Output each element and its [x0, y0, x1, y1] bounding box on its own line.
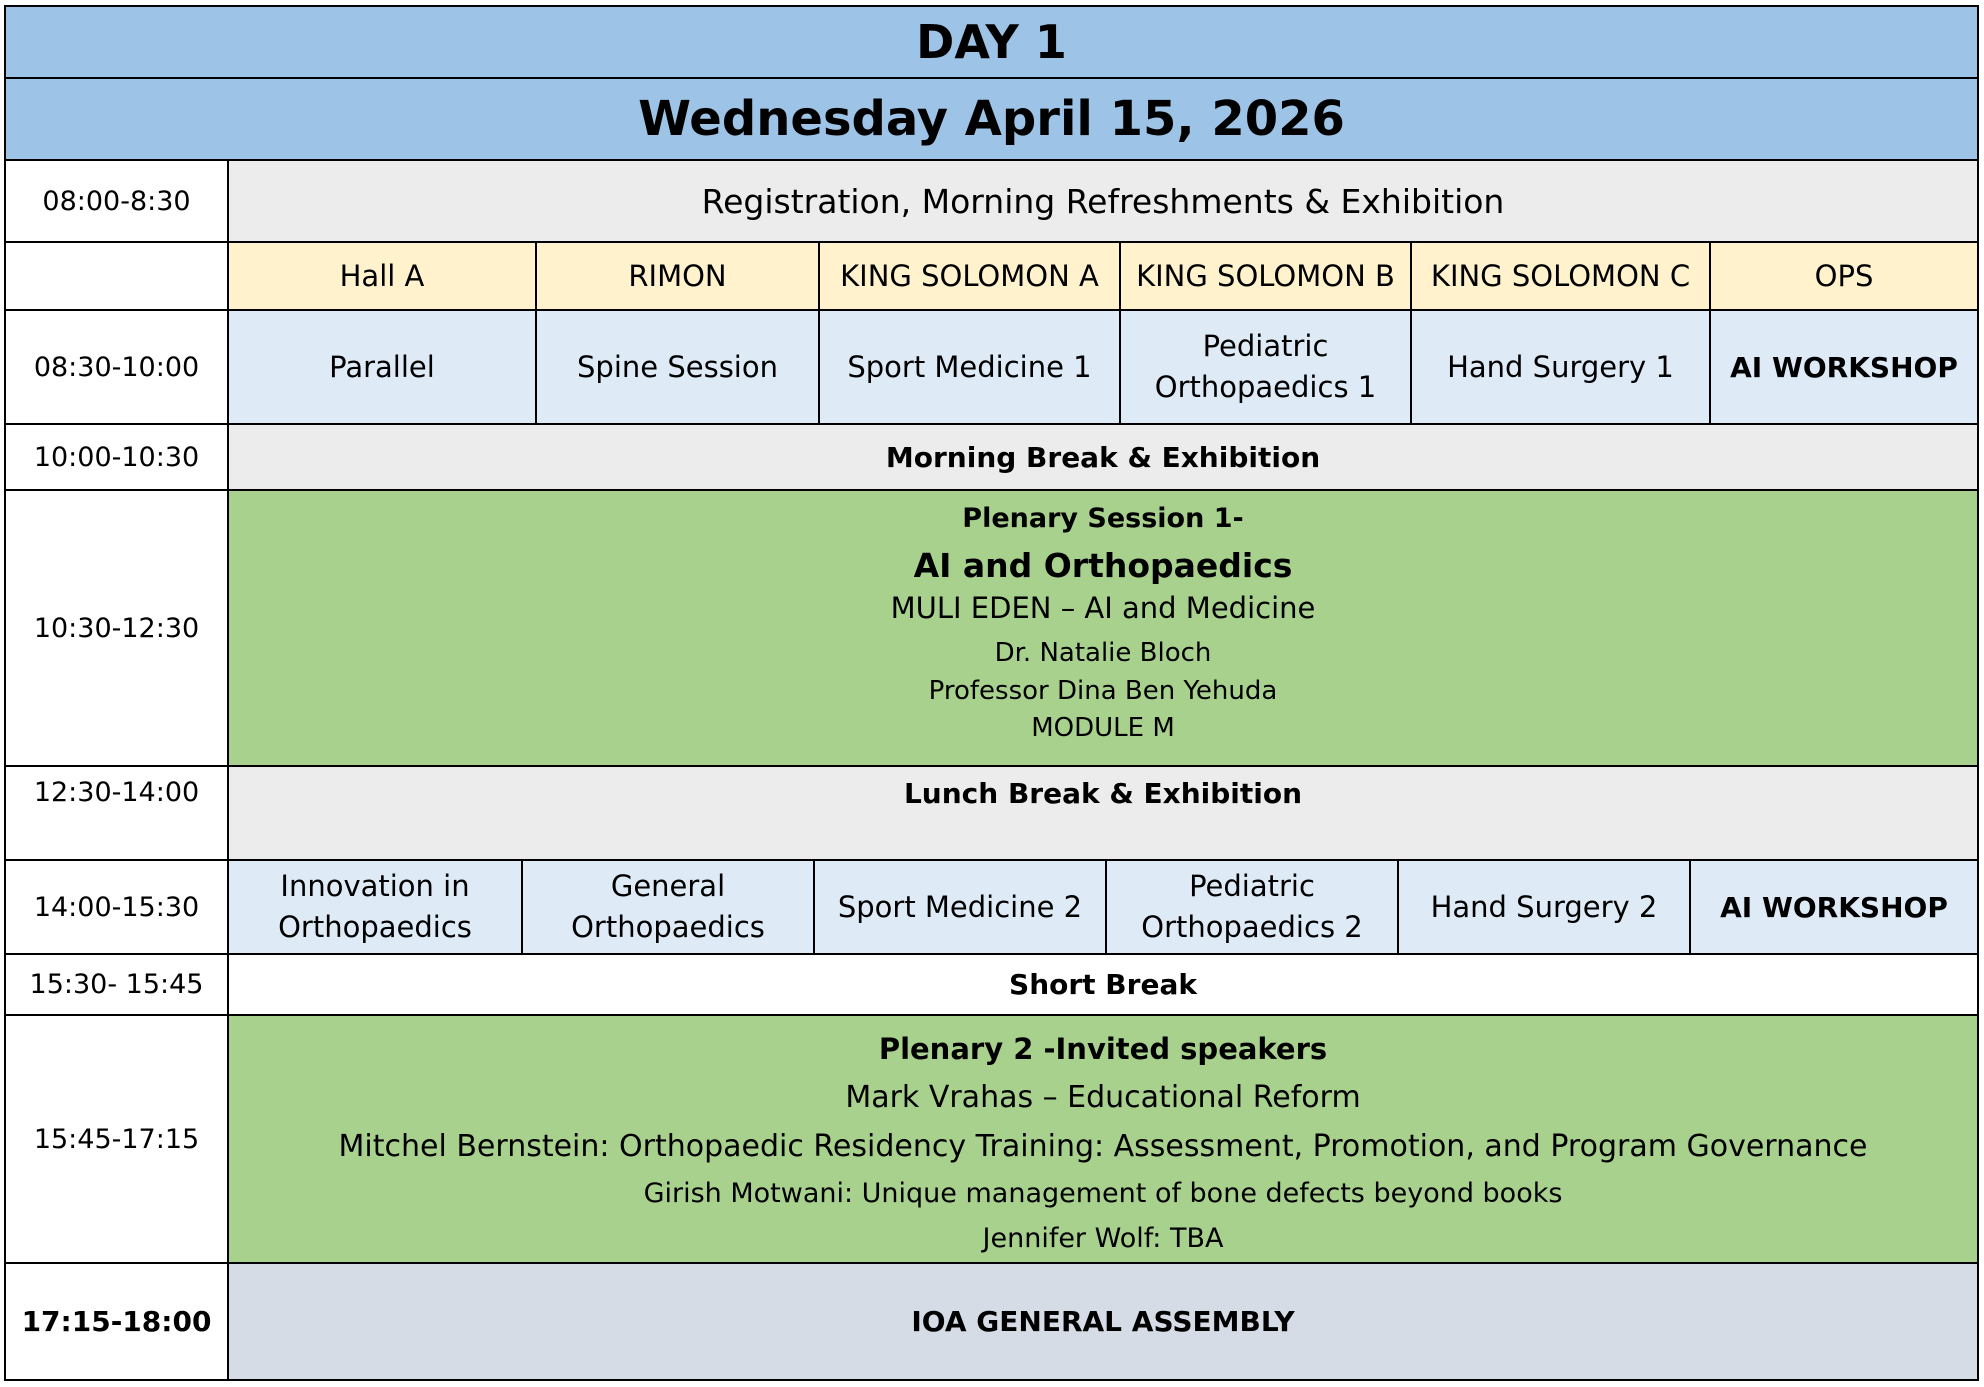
time-assembly: 17:15-18:00: [4, 1262, 229, 1381]
assembly-cell: IOA GENERAL ASSEMBLY: [227, 1262, 1979, 1381]
hall-king-solomon-a: KING SOLOMON A: [818, 241, 1121, 311]
time-morning-sessions: 08:30-10:00: [4, 309, 229, 425]
time-halls-empty: [4, 241, 229, 311]
time-plenary-1: 10:30-12:30: [4, 489, 229, 767]
hall-king-solomon-c: KING SOLOMON C: [1410, 241, 1711, 311]
schedule-table: [4, 5, 1979, 1381]
time-plenary-2: 15:45-17:15: [4, 1014, 229, 1264]
session-spine: Spine Session: [535, 309, 820, 425]
plenary-1-title: Plenary Session 1-: [962, 503, 1244, 534]
session-general-orthopaedics: General Orthopaedics: [521, 859, 815, 955]
session-hand-surgery-1: Hand Surgery 1: [1410, 309, 1711, 425]
plenary-2-talk: Mark Vrahas – Educational Reform: [845, 1080, 1361, 1115]
registration-cell: Registration, Morning Refreshments & Exhibition: [227, 159, 1979, 243]
plenary-1-subtitle: AI and Orthopaedics: [913, 546, 1293, 585]
day-title: DAY 1: [4, 5, 1979, 79]
session-hand-surgery-2: Hand Surgery 2: [1397, 859, 1691, 955]
lunch-cell: Lunch Break & Exhibition: [227, 765, 1979, 861]
time-short-break: 15:30- 15:45: [4, 953, 229, 1016]
session-innovation: Innovation in Orthopaedics: [227, 859, 523, 955]
plenary-1-speaker: MULI EDEN – AI and Medicine: [890, 591, 1316, 625]
plenary-2-talk: Girish Motwani: Unique management of bone defects beyond books: [643, 1178, 1563, 1209]
session-sport-medicine-1: Sport Medicine 1: [818, 309, 1121, 425]
plenary-1-name: MODULE M: [1031, 713, 1175, 744]
hall-a: Hall A: [227, 241, 537, 311]
session-parallel: Parallel: [227, 309, 537, 425]
plenary-2-talk: Jennifer Wolf: TBA: [982, 1223, 1224, 1254]
time-registration: 08:00-8:30: [4, 159, 229, 243]
session-ai-workshop-2: AI WORKSHOP: [1689, 859, 1979, 955]
plenary-2-title: Plenary 2 -Invited speakers: [878, 1032, 1328, 1066]
plenary-2-talk: Mitchel Bernstein: Orthopaedic Residency Training: Assessment, Promotion, and Program Governance: [338, 1129, 1868, 1164]
plenary-2-cell: [227, 1014, 1979, 1264]
hall-ops: OPS: [1709, 241, 1979, 311]
session-pediatric-2: Pediatric Orthopaedics 2: [1105, 859, 1399, 955]
hall-king-solomon-b: KING SOLOMON B: [1119, 241, 1412, 311]
time-lunch: 12:30-14:00: [4, 765, 229, 861]
plenary-1-name: Professor Dina Ben Yehuda: [928, 675, 1278, 706]
hall-rimon: RIMON: [535, 241, 820, 311]
plenary-1-cell: [227, 489, 1979, 767]
time-afternoon-sessions: 14:00-15:30: [4, 859, 229, 955]
session-pediatric-1: Pediatric Orthopaedics 1: [1119, 309, 1412, 425]
morning-break-cell: Morning Break & Exhibition: [227, 423, 1979, 491]
short-break-cell: Short Break: [227, 953, 1979, 1016]
plenary-1-name: Dr. Natalie Bloch: [994, 638, 1212, 668]
session-sport-medicine-2: Sport Medicine 2: [813, 859, 1107, 955]
session-ai-workshop-1: AI WORKSHOP: [1709, 309, 1979, 425]
date-title: Wednesday April 15, 2026: [4, 77, 1979, 161]
time-morning-break: 10:00-10:30: [4, 423, 229, 491]
